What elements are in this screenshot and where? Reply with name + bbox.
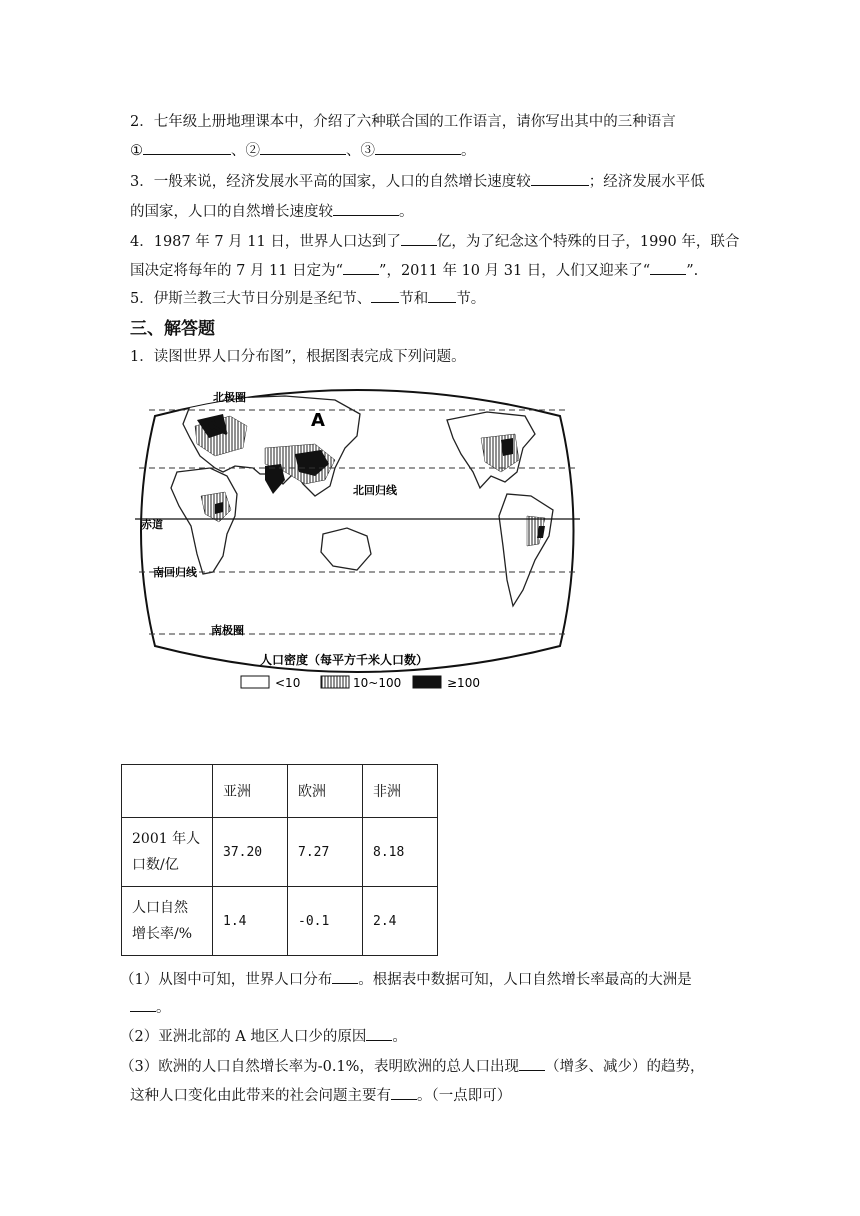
sub3-text-a: （3）欧洲的人口自然增长率为-0.1%，表明欧洲的总人口出现 [120,1059,519,1075]
sub3-text-b: （增多、减少）的趋势， [544,1059,705,1075]
table-cell: 1.4 [213,887,288,956]
q5-blank-2[interactable] [428,288,456,303]
row-label-line: 2001 年人 [132,831,201,847]
q4-text-b: 亿，为了纪念这个特殊的日子，1990 年，联合 [436,234,740,250]
sub1-line1 [120,968,692,989]
table-header-cell [122,765,213,818]
sub2-text-a: （2）亚洲北部的 A 地区人口少的原因 [120,1029,367,1045]
q4-blank-1[interactable] [401,231,437,246]
q5-text-b: 节和 [399,291,429,307]
q4-text-d: ”，2011 年 10 月 31 日，人们又迎来了“ [379,263,651,279]
sub2-blank[interactable] [366,1026,392,1041]
legend-swatch-low [241,676,269,688]
q5-text-c: 节。 [456,291,486,307]
label-arctic-circle: 北极圈 [213,391,246,404]
sub1-text-a: （1）从图中可知，世界人口分布 [120,972,333,988]
table-cell: 8.18 [363,818,438,887]
world-population-map [135,376,580,696]
table-row-label [122,818,213,887]
q2-line2 [130,139,476,160]
sub3-text-c: 这种人口变化由此带来的社会问题主要有 [130,1088,391,1104]
q4-text-e: ”. [686,263,699,279]
label-antarctic-circle: 南极圈 [211,624,244,637]
row-label-line: 增长率/% [132,926,193,942]
q5-blank-1[interactable] [371,288,399,303]
table-row [122,887,438,956]
q3-blank-1[interactable] [531,171,589,186]
section-heading: 三、解答题 [130,319,215,339]
sub1-line2 [130,996,171,1017]
sub1-blank-1[interactable] [332,969,358,984]
table-header-cell: 亚洲 [213,765,288,818]
q2-line1 [130,110,676,131]
row-label-line: 口数/亿 [132,857,179,873]
q3-line1 [130,170,705,191]
q3-text-a: 3．一般来说，经济发展水平高的国家，人口的自然增长速度较 [130,174,531,190]
density-high-na-east [501,438,513,456]
q2-mark3: 、③ [346,143,375,159]
q4-text-c: 国决定将每年的 7 月 11 日定为“ [130,263,344,279]
sub3-blank-2[interactable] [391,1085,417,1100]
table-cell: 37.20 [213,818,288,887]
table-row [122,818,438,887]
sub1-blank-2[interactable] [130,997,156,1012]
q4-line1 [130,230,739,251]
q2-mark1: ① [130,143,143,159]
q2-blank-1[interactable] [143,140,231,155]
label-region-a: A [311,410,325,431]
q4-text-a: 4．1987 年 7 月 11 日，世界人口达到了 [130,234,401,250]
q3-line2 [130,200,414,221]
q4-blank-3[interactable] [650,260,686,275]
table-cell: 7.27 [288,818,363,887]
sub2-line [120,1025,407,1046]
q2-text: 2．七年级上册地理课本中，介绍了六种联合国的工作语言，请你写出其中的三种语言 [130,114,676,130]
population-table [121,764,438,956]
label-equator: 赤道 [141,518,163,531]
row-label-line: 人口自然 [132,900,188,916]
q5-line [130,287,485,308]
sub1-text-c: 。 [156,1000,171,1016]
sub3-blank-1[interactable] [519,1056,545,1071]
table-header-cell: 欧洲 [288,765,363,818]
q2-end: 。 [461,143,476,159]
q1-intro-text: 1．读图世界人口分布图”，根据图表完成下列问题。 [130,349,466,365]
sub3-text-d: 。（一点即可） [417,1088,512,1104]
sub3-line1 [120,1055,704,1076]
legend-swatch-medium [321,676,349,688]
q1-intro [130,345,466,366]
label-tropic-of-cancer: 北回归线 [353,484,397,497]
sub2-text-b: 。 [392,1029,407,1045]
q5-text-a: 5．伊斯兰教三大节日分别是圣纪节、 [130,291,372,307]
density-high-africa-coast [215,502,223,514]
q2-blank-3[interactable] [375,140,461,155]
q3-text-b: ；经济发展水平低 [588,174,705,190]
sub3-line2 [130,1084,511,1105]
q2-mark2: 、② [231,143,260,159]
q3-blank-2[interactable] [333,201,399,216]
table-header-cell: 非洲 [363,765,438,818]
table-header-row [122,765,438,818]
legend-title: 人口密度（每平方千米人口数） [260,653,429,667]
legend-label-high: ≥100 [447,676,480,690]
legend-swatch-high [413,676,441,688]
q4-blank-2[interactable] [343,260,379,275]
q3-text-c: 的国家，人口的自然增长速度较 [130,204,333,220]
q4-line2 [130,259,698,280]
table-row-label [122,887,213,956]
legend-label-low: <10 [275,676,301,690]
q3-text-d: 。 [399,204,414,220]
table-cell: -0.1 [288,887,363,956]
q2-blank-2[interactable] [260,140,346,155]
sub1-text-b: 。根据表中数据可知，人口自然增长率最高的大洲是 [358,972,692,988]
label-tropic-of-capricorn: 南回归线 [153,566,197,579]
legend-label-medium: 10~100 [353,676,402,690]
table-cell: 2.4 [363,887,438,956]
